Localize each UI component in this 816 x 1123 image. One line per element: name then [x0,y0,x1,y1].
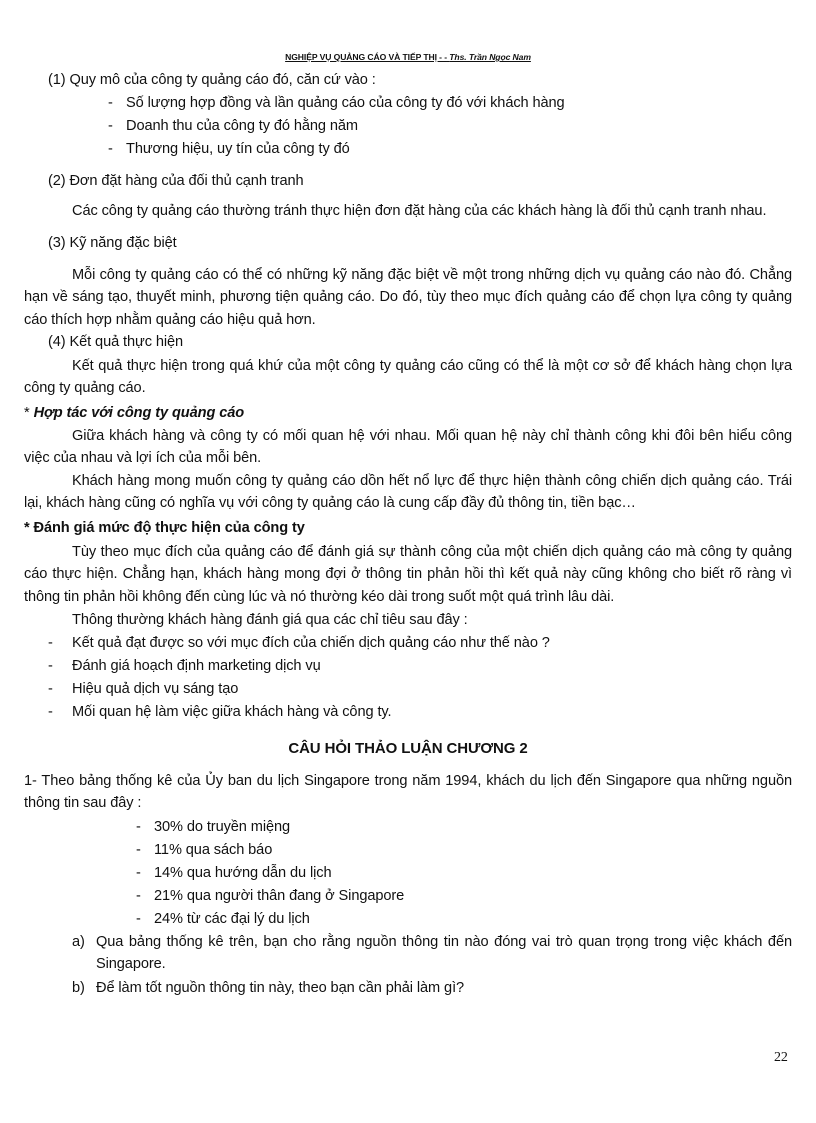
source-item: 24% từ các đại lý du lịch [154,911,310,927]
criterion-1-heading: (1) Quy mô của công ty quảng cáo đó, căn cứ vào : [48,72,376,88]
dash-bullet: - [108,141,113,157]
sub-question-a: Qua bảng thống kê trên, bạn cho rằng nguồn thông tin nào đóng vai trò quan trọng trong việc khách đến Singapore. [96,934,792,973]
criterion-4-heading: (4) Kết quả thực hiện [48,334,184,350]
sub-question-a-label: a) [72,934,85,950]
evaluation-item: Kết quả đạt được so với mục đích của chiến dịch quảng cáo như thế nào ? [72,635,550,651]
dash-bullet: - [108,118,113,134]
dash-bullet: - [48,704,53,720]
evaluation-paragraph: Tùy theo mục đích của quảng cáo để đánh giá sự thành công của một chiến dịch quảng cáo mà công ty quảng cáo thực hiện. Chẳng hạn, khách hàng mong đợi ở thông tin phản hồi thì kết quả này cũng không cho biết rõ ràng vì thông tin phản hồi không đến cùng lúc và nó thường kéo dài trong suốt một quá trình lâu dài. [24,544,792,605]
header-title: NGHIỆP VỤ QUẢNG CÁO VÀ TIẾP THỊ - - [285,52,447,62]
source-item: 11% qua sách báo [154,842,273,858]
evaluation-heading: * Đánh giá mức độ thực hiện của công ty [24,520,305,536]
evaluation-item: Hiệu quả dịch vụ sáng tạo [72,681,239,697]
criterion-1-item: Thương hiệu, uy tín của công ty đó [126,141,350,157]
page-number: 22 [774,1050,788,1065]
dash-bullet: - [48,635,53,651]
criterion-3-text: Mỗi công ty quảng cáo có thể có những kỹ năng đặc biệt về một trong những dịch vụ quảng cáo nào đó. Chẳng hạn về sáng tạo, thuyết minh, phương tiện quảng cáo. Do đó, tùy theo mục đích quảng cáo để chọn lựa công ty quảng cáo thích hợp nhằm quảng cáo hiệu quả hơn. [24,267,792,328]
heading-star: * [24,405,30,421]
discussion-title: CÂU HỎI THẢO LUẬN CHƯƠNG 2 [288,740,528,757]
evaluation-item: Mối quan hệ làm việc giữa khách hàng và công ty. [72,704,392,720]
dash-bullet: - [136,911,141,927]
evaluation-item: Đánh giá hoạch định marketing dịch vụ [72,658,321,674]
discussion-question-1: 1- Theo bảng thống kê của Ủy ban du lịch Singapore trong năm 1994, khách du lịch đến Singapore qua những nguồn thông tin sau đây : [24,773,792,812]
source-item: 14% qua hướng dẫn du lịch [154,865,332,881]
dash-bullet: - [136,842,141,858]
dash-bullet: - [48,658,53,674]
criterion-2-heading: (2) Đơn đặt hàng của đối thủ cạnh tranh [48,173,304,189]
criterion-1-item: Doanh thu của công ty đó hằng năm [126,118,358,134]
dash-bullet: - [136,819,141,835]
dash-bullet: - [48,681,53,697]
source-item: 21% qua người thân đang ở Singapore [154,888,405,904]
dash-bullet: - [136,888,141,904]
criterion-4-text: Kết quả thực hiện trong quá khứ của một công ty quảng cáo cũng có thể là một cơ sở để khách hàng chọn lựa công ty quảng cáo. [24,358,792,397]
running-header [0,52,816,62]
dash-bullet: - [136,865,141,881]
criterion-2-text: Các công ty quảng cáo thường tránh thực hiện đơn đặt hàng của các khách hàng là đối thủ cạnh tranh nhau. [72,203,767,219]
sub-question-b: Để làm tốt nguồn thông tin này, theo bạn cần phải làm gì? [96,980,465,996]
source-item: 30% do truyền miệng [154,819,291,835]
criterion-1-item: Số lượng hợp đồng và lần quảng cáo của công ty đó với khách hàng [126,95,565,111]
cooperation-paragraph-2: Khách hàng mong muốn công ty quảng cáo dồn hết nổ lực để thực hiện thành công chiến dịch quảng cáo. Trái lại, khách hàng cũng có nghĩa vụ với công ty quảng cáo là cung cấp đầy đủ thông tin, tiền bạc… [24,473,792,512]
criterion-3-heading: (3) Kỹ năng đặc biệt [48,235,177,251]
dash-bullet: - [108,95,113,111]
cooperation-heading [24,403,244,423]
cooperation-paragraph-1: Giữa khách hàng và công ty có mối quan hệ với nhau. Mối quan hệ này chỉ thành công khi đôi bên hiểu công việc của nhau và lợi ích của mỗi bên. [24,428,792,467]
cooperation-heading-text: Hợp tác với công ty quảng cáo [33,405,245,421]
header-author: Ths. Trần Ngọc Nam [449,52,531,62]
evaluation-intro: Thông thường khách hàng đánh giá qua các chỉ tiêu sau đây : [72,612,468,628]
sub-question-b-label: b) [72,980,85,996]
